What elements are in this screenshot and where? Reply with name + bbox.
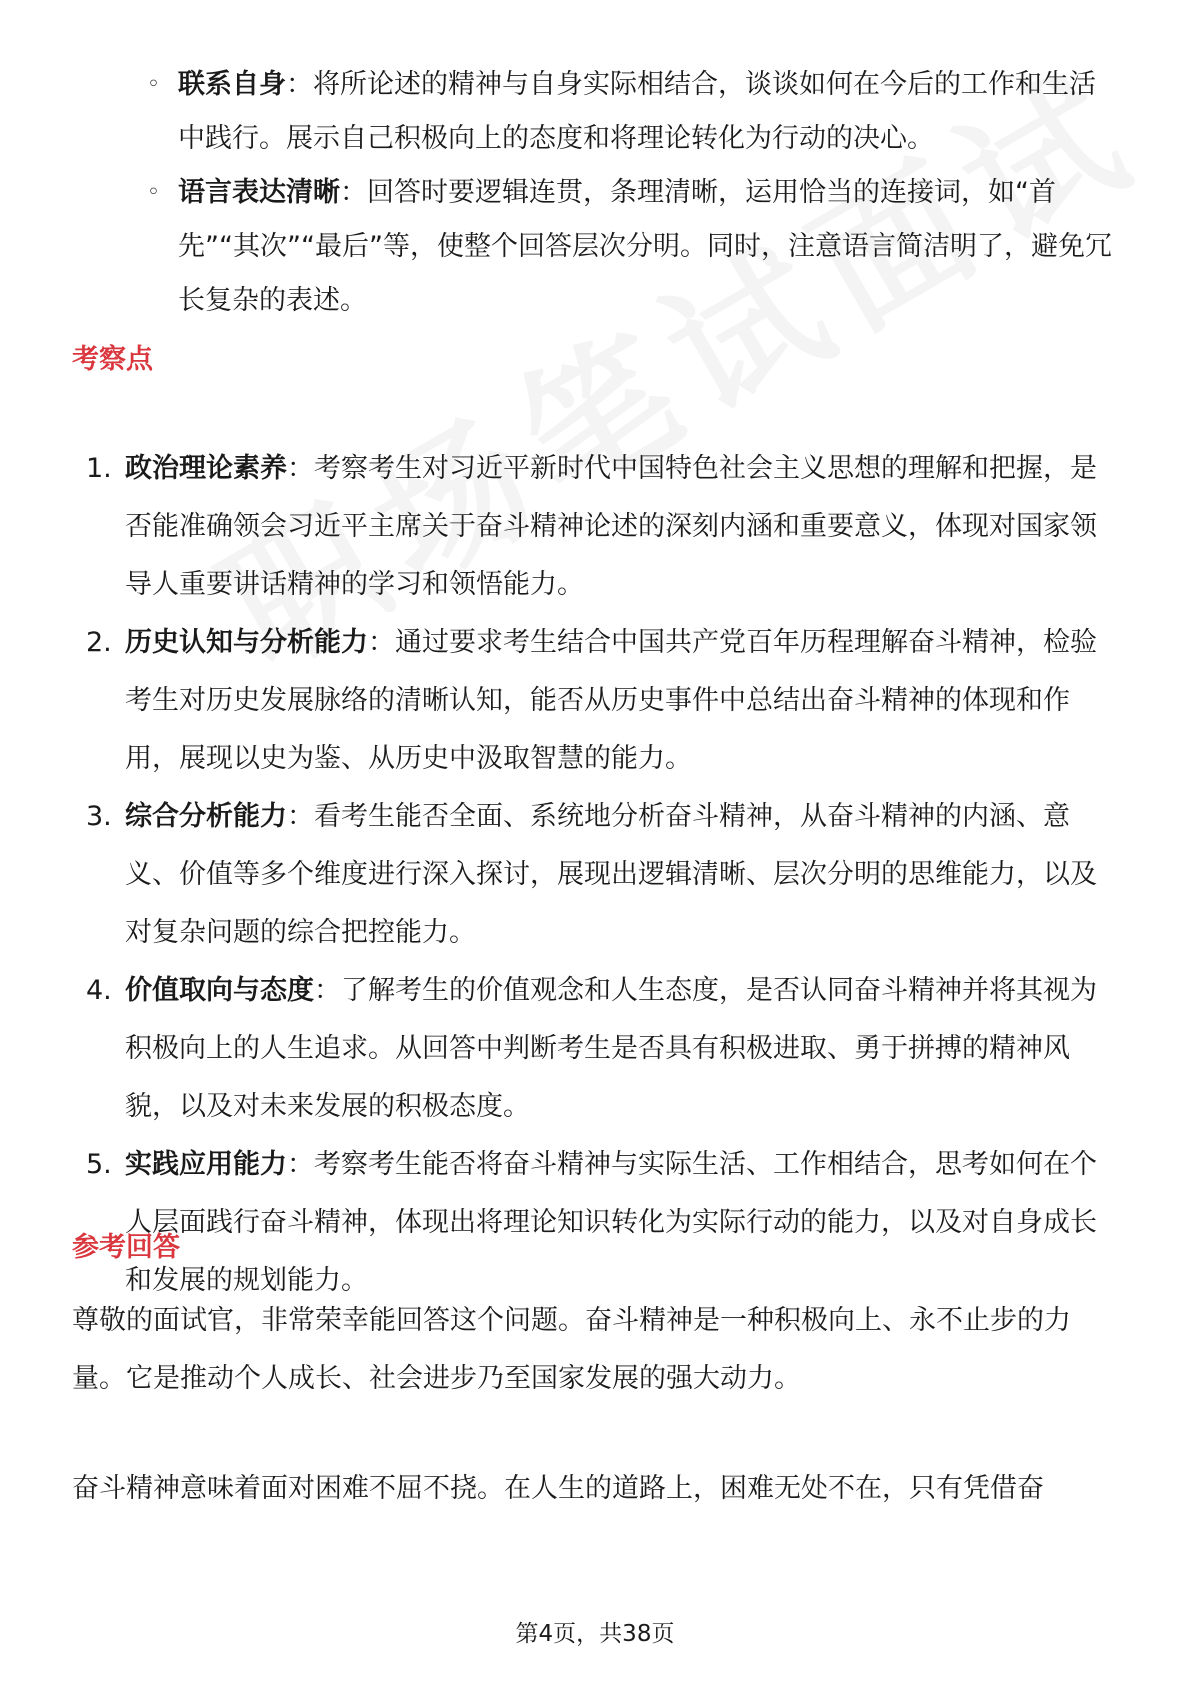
item-text: ：通过要求考生结合中国共产党百年历程理解奋斗精神，检验考生对历史发展脉络的清晰认知，能否从历史事件中总结出奋斗精神的体现和作用，展现以史为鉴、从历史中汲取智慧的能力。 bbox=[125, 627, 1097, 774]
bullet-marker: ◦ bbox=[147, 180, 160, 205]
bullet-marker: ◦ bbox=[147, 72, 160, 97]
bullet-text: ：将所论述的精神与自身实际相结合，谈谈如何在今后的工作和生活中践行。展示自己积极向上的态度和将理论转化为行动的决心。 bbox=[178, 69, 1096, 154]
list-item bbox=[0, 962, 1190, 1136]
list-item bbox=[0, 166, 1190, 328]
item-number: 1. bbox=[86, 453, 112, 484]
item-number: 4. bbox=[86, 975, 112, 1006]
exam-points-list bbox=[0, 440, 1190, 1310]
item-number: 2. bbox=[86, 627, 112, 658]
item-title: 综合分析能力 bbox=[125, 801, 287, 832]
item-text: ：考察考生能否将奋斗精神与实际生活、工作相结合，思考如何在个人层面践行奋斗精神，体现出将理论知识转化为实际行动的能力，以及对自身成长和发展的规划能力。 bbox=[125, 1149, 1097, 1296]
item-text: ：看考生能否全面、系统地分析奋斗精神，从奋斗精神的内涵、意义、价值等多个维度进行深入探讨，展现出逻辑清晰、层次分明的思维能力，以及对复杂问题的综合把控能力。 bbox=[125, 801, 1097, 948]
item-title: 历史认知与分析能力 bbox=[125, 627, 368, 658]
item-number: 3. bbox=[86, 801, 112, 832]
item-title: 价值取向与态度 bbox=[125, 975, 314, 1006]
item-title: 政治理论素养 bbox=[125, 453, 287, 484]
item-title: 实践应用能力 bbox=[125, 1149, 287, 1180]
item-text: ：考察考生对习近平新时代中国特色社会主义思想的理解和把握，是否能准确领会习近平主席关于奋斗精神论述的深刻内涵和重要意义，体现对国家领导人重要讲话精神的学习和领悟能力。 bbox=[125, 453, 1097, 600]
list-item bbox=[0, 614, 1190, 788]
section-heading-reference-answer: 参考回答 bbox=[72, 1232, 180, 1263]
list-item bbox=[0, 440, 1190, 614]
page-footer: 第4页，共38页 bbox=[515, 1621, 675, 1647]
bullet-list bbox=[0, 58, 1190, 328]
list-item bbox=[0, 1136, 1190, 1310]
item-text: ：了解考生的价值观念和人生态度，是否认同奋斗精神并将其视为积极向上的人生追求。从回答中判断考生是否具有积极进取、勇于拼搏的精神风貌，以及对未来发展的积极态度。 bbox=[125, 975, 1097, 1122]
answer-paragraph: 尊敬的面试官，非常荣幸能回答这个问题。奋斗精神是一种积极向上、永不止步的力量。它是推动个人成长、社会进步乃至国家发展的强大动力。 bbox=[72, 1305, 1071, 1394]
list-item bbox=[0, 58, 1190, 166]
section-heading-exam-points: 考察点 bbox=[72, 344, 153, 375]
bullet-title: 语言表达清晰 bbox=[178, 177, 340, 208]
list-item bbox=[0, 788, 1190, 962]
item-number: 5. bbox=[86, 1149, 112, 1180]
answer-paragraph: 奋斗精神意味着面对困难不屈不挠。在人生的道路上，困难无处不在，只有凭借奋 bbox=[72, 1473, 1044, 1504]
bullet-text: ：回答时要逻辑连贯，条理清晰，运用恰当的连接词，如“首先”“其次”“最后”等，使整个回答层次分明。同时，注意语言简洁明了，避免冗长复杂的表述。 bbox=[178, 177, 1112, 316]
bullet-title: 联系自身 bbox=[178, 69, 286, 100]
